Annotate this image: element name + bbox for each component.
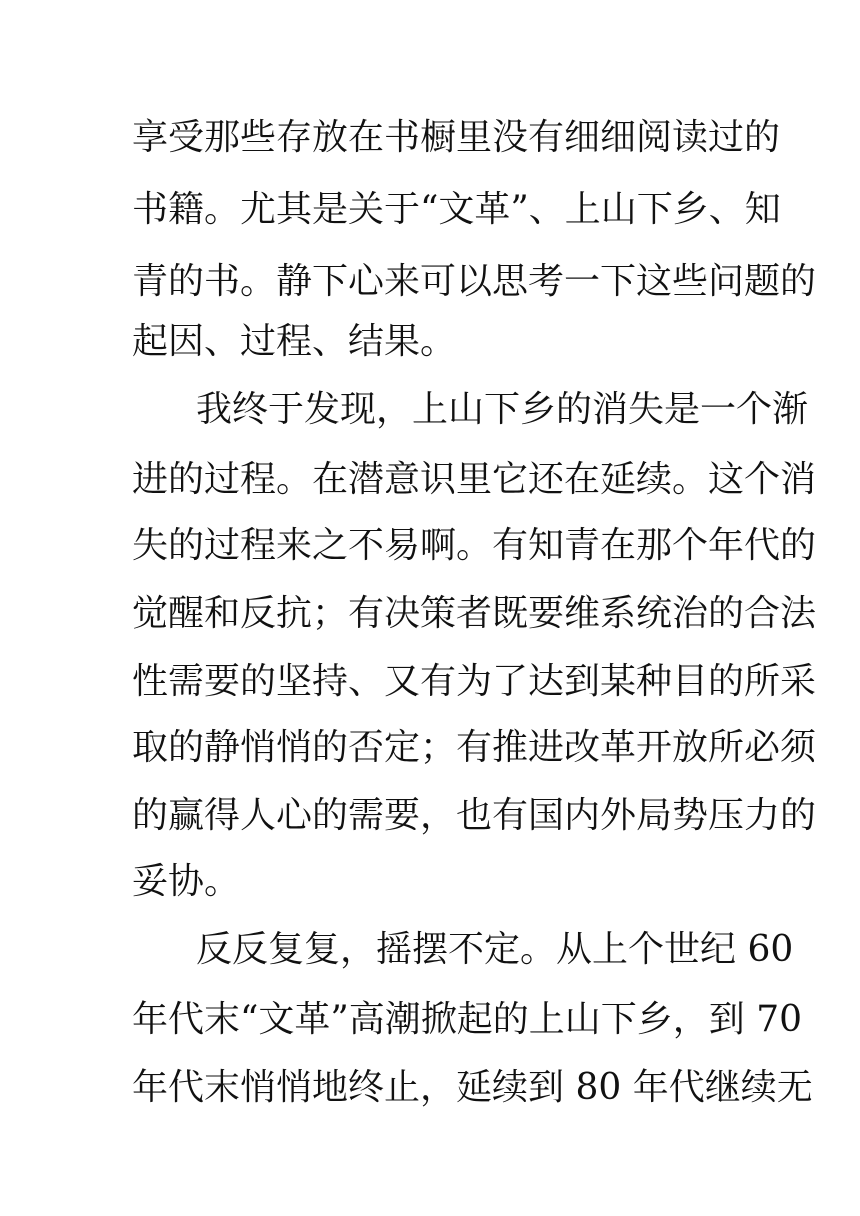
- text-line-1: 享受那些存放在书橱里没有细细阅读过的: [132, 117, 781, 158]
- text-line-13: 反反复复，摇摆不定。从上个世纪 60: [196, 929, 794, 970]
- text-line-2: 书籍。尤其是关于“文革”、上山下乡、知: [132, 189, 781, 230]
- text-line-6: 进的过程。在潜意识里它还在延续。这个消: [132, 459, 817, 500]
- text-line-8: 觉醒和反抗；有决策者既要维系统治的合法: [132, 593, 817, 634]
- text-line-12: 妥协。: [132, 861, 241, 902]
- text-line-7: 失的过程来之不易啊。有知青在那个年代的: [132, 525, 817, 566]
- text-line-3: 青的书。静下心来可以思考一下这些问题的: [132, 261, 817, 302]
- text-line-15: 年代末悄悄地终止，延续到 80 年代继续无: [132, 1067, 813, 1108]
- text-line-10: 取的静悄悄的否定；有推进改革开放所必须: [132, 727, 817, 768]
- text-line-5: 我终于发现，上山下乡的消失是一个渐: [196, 389, 809, 430]
- text-line-11: 的赢得人心的需要，也有国内外局势压力的: [132, 795, 817, 836]
- text-line-4: 起因、过程、结果。: [132, 321, 457, 362]
- text-line-14: 年代末“文革”高潮掀起的上山下乡，到 70: [132, 999, 803, 1040]
- text-line-9: 性需要的坚持、又有为了达到某种目的所采: [132, 661, 817, 702]
